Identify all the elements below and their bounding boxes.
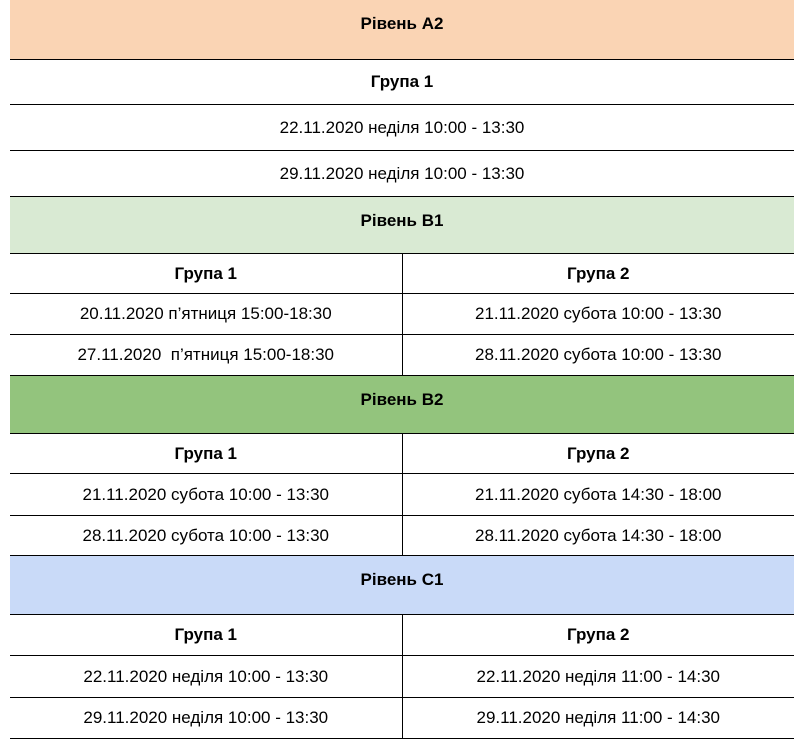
session-cell: 22.11.2020 неділя 11:00 - 14:30 xyxy=(402,656,795,697)
level-b2-header xyxy=(10,376,794,434)
table-row xyxy=(10,656,794,698)
table-row xyxy=(10,335,794,376)
level-a2-header xyxy=(10,0,794,60)
level-b1-header xyxy=(10,197,794,254)
session-cell: 20.11.2020 п’ятниця 15:00-18:30 xyxy=(79,304,332,323)
schedule-table xyxy=(10,0,794,739)
session-cell: 22.11.2020 неділя 10:00 - 13:30 xyxy=(279,117,525,137)
level-title: Рівень С1 xyxy=(360,570,444,589)
table-row xyxy=(10,151,794,197)
level-b1-groups-row xyxy=(10,254,794,294)
session-cell: 28.11.2020 субота 14:30 - 18:00 xyxy=(402,516,795,555)
group-2-header: Група 2 xyxy=(402,615,795,655)
level-c1-groups-row xyxy=(10,615,794,656)
group-1-header: Група 1 xyxy=(174,625,237,644)
session-cell: 27.11.2020 п’ятниця 15:00-18:30 xyxy=(77,345,335,364)
session-cell: 29.11.2020 неділя 10:00 - 13:30 xyxy=(279,163,525,183)
level-title: Рівень А2 xyxy=(360,14,444,33)
session-cell: 21.11.2020 субота 14:30 - 18:00 xyxy=(402,474,795,515)
session-cell: 21.11.2020 субота 10:00 - 13:30 xyxy=(402,294,795,334)
level-b2-groups-row xyxy=(10,434,794,474)
group-2-header: Група 2 xyxy=(402,254,795,293)
table-row xyxy=(10,698,794,739)
session-cell: 21.11.2020 субота 10:00 - 13:30 xyxy=(82,484,330,504)
group-1-header: Група 1 xyxy=(370,72,434,91)
group-2-header: Група 2 xyxy=(402,434,795,473)
session-cell: 28.11.2020 субота 10:00 - 13:30 xyxy=(402,335,795,375)
session-cell: 29.11.2020 неділя 11:00 - 14:30 xyxy=(402,698,795,738)
session-cell: 22.11.2020 неділя 10:00 - 13:30 xyxy=(83,666,329,686)
table-row xyxy=(10,294,794,335)
table-row xyxy=(10,105,794,151)
level-title: Рівень B2 xyxy=(360,390,444,409)
level-a2-groups-row xyxy=(10,60,794,105)
group-1-header: Група 1 xyxy=(174,443,237,463)
level-title: Рівень B1 xyxy=(360,211,444,230)
session-cell: 29.11.2020 неділя 10:00 - 13:30 xyxy=(83,708,329,727)
table-row xyxy=(10,474,794,516)
session-cell: 28.11.2020 субота 10:00 - 13:30 xyxy=(82,525,330,545)
group-1-header: Група 1 xyxy=(174,263,237,283)
level-c1-header xyxy=(10,556,794,615)
table-row xyxy=(10,516,794,556)
